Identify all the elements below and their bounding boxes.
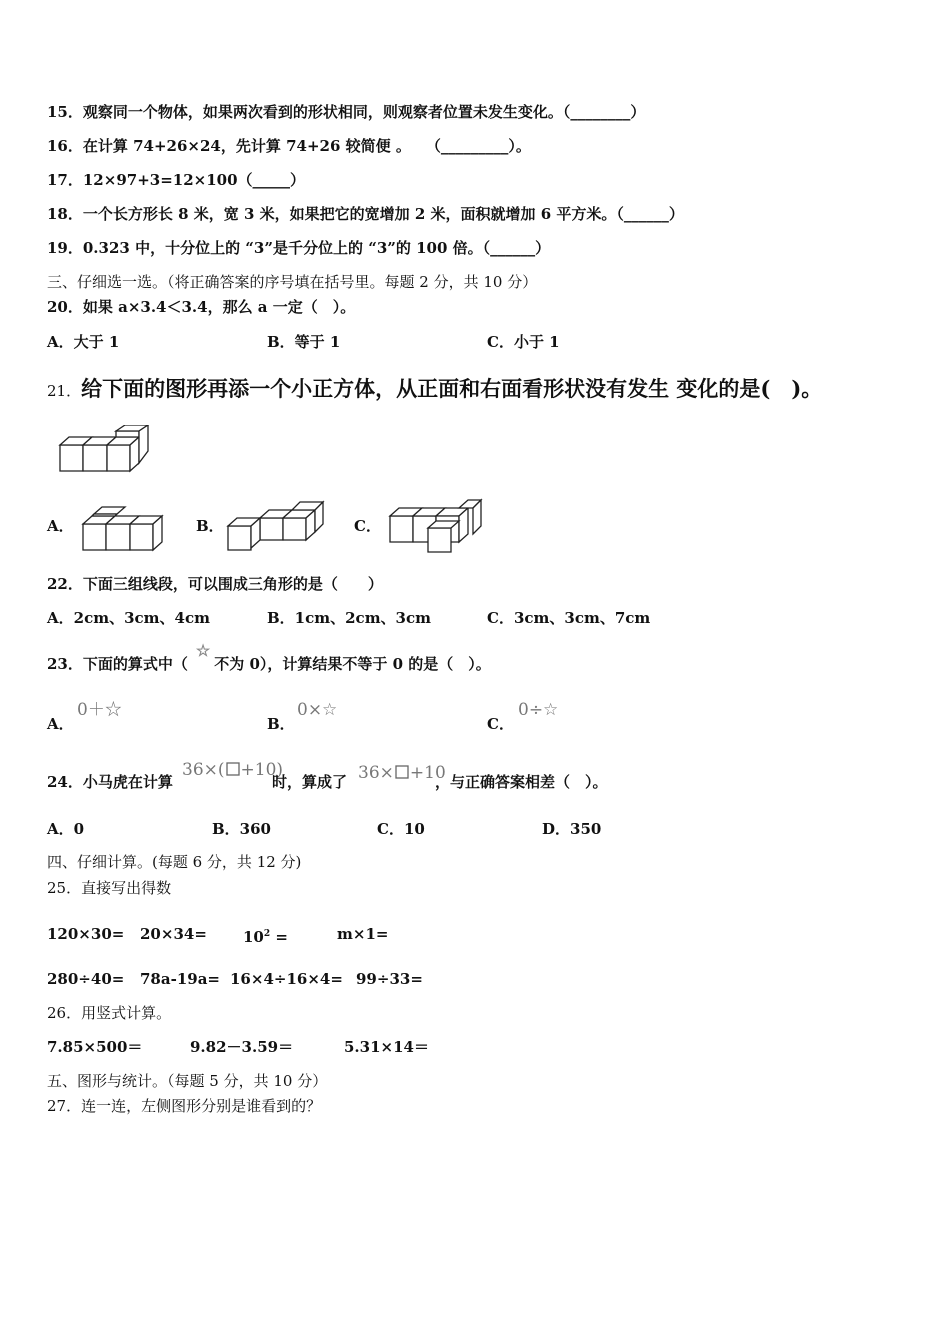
question-21-text: 给下面的图形再添一个小正方体，从正面和右面看形状没有发生 变化的是( )。 — [81, 376, 823, 401]
q21-option-a-figure — [78, 500, 178, 554]
q26-item-3: 5.31×14＝ — [344, 1038, 429, 1056]
question-22-stem: 22．下面三组线段，可以围成三角形的是（ ） — [47, 575, 383, 593]
question-19: 19．0.323 中，十分位上的 “3”是千分位上的 “3”的 100 倍。（______） — [47, 239, 551, 257]
q24-expr-2: 36× +10 — [358, 763, 446, 783]
q20-option-b: B．等于 1 — [267, 333, 341, 351]
q25-r1-item-4: m×1= — [337, 925, 389, 943]
q21-option-a: A． — [47, 517, 74, 535]
q24-option-b: B．360 — [212, 820, 271, 838]
q22-option-c: C．3cm、3cm、7cm — [487, 609, 651, 627]
question-27-stem: 27．连一连，左侧图形分别是谁看到的？ — [47, 1097, 322, 1115]
star-icon: ☆ — [195, 641, 211, 660]
q25-r1-item-1: 120×30= — [47, 925, 125, 943]
q23-expr-a: 0＋☆ — [77, 700, 122, 720]
q25-r2-item-3: 16×4÷16×4= — [230, 970, 343, 988]
q25-r2-item-4: 99÷33= — [356, 970, 423, 988]
q25-r2-item-2: 78a-19a= — [140, 970, 220, 988]
q23-option-a: A． — [47, 715, 74, 733]
question-23-stem — [47, 641, 491, 674]
q25-r2-item-1: 280÷40= — [47, 970, 125, 988]
question-21-stem — [47, 375, 822, 403]
square-box-icon — [394, 765, 410, 779]
question-21-number: 21． — [47, 382, 82, 400]
q21-option-b: B． — [196, 517, 224, 535]
question-15: 15．观察同一个物体，如果两次看到的形状相同，则观察者位置未发生变化。（________） — [47, 103, 646, 121]
q23-expr-b: 0×☆ — [297, 700, 338, 720]
question-24-pre: 24．小马虎在计算 — [47, 773, 173, 791]
question-25-stem: 25．直接写出得数 — [47, 879, 172, 897]
section-5-heading: 五、图形与统计。（每题 5 分，共 10 分） — [47, 1072, 328, 1090]
question-17: 17．12×97+3=12×100（_____） — [47, 171, 306, 189]
q21-option-b-figure — [224, 496, 334, 554]
q20-option-a: A．大于 1 — [47, 333, 120, 351]
q23-stem-post: 不为 0），计算结果不等于 0 的是（ ）。 — [214, 655, 491, 673]
q25-r1-item-2: 20×34= — [140, 925, 207, 943]
q24-option-c: C．10 — [377, 820, 425, 838]
q25-r1-item-3: $10^2$ = — [243, 928, 288, 946]
q24-expr-1: 36×( +10) — [182, 760, 284, 780]
q21-original-figure — [55, 425, 155, 475]
question-16: 16．在计算 74+26×24，先计算 74+26 较简便 。 （_________）。 — [47, 137, 531, 155]
q23-stem-pre: 23．下面的算式中（ — [47, 655, 188, 673]
question-20-stem: 20．如果 a×3.4＜3.4，那么 a 一定（ ）。 — [47, 298, 356, 316]
q23-option-b: B． — [267, 715, 295, 733]
q26-item-1: 7.85×500＝ — [47, 1038, 143, 1056]
q24-mid: 时，算成了 — [272, 773, 348, 791]
q20-option-c: C．小于 1 — [487, 333, 560, 351]
q24-post: ，与正确答案相差（ ）。 — [435, 773, 608, 791]
q23-expr-c: 0÷☆ — [518, 700, 559, 720]
q21-option-c-figure — [385, 496, 490, 556]
q24-option-a: A．0 — [47, 820, 85, 838]
q24-option-d: D．350 — [542, 820, 602, 838]
square-box-icon — [225, 762, 241, 776]
q26-item-2: 9.82－3.59＝ — [190, 1038, 294, 1056]
section-3-heading: 三、仔细选一选。（将正确答案的序号填在括号里。每题 2 分，共 10 分） — [47, 273, 538, 291]
section-4-heading: 四、仔细计算。(每题 6 分，共 12 分) — [47, 853, 302, 871]
q21-option-c: C． — [354, 517, 381, 535]
q22-option-b: B．1cm、2cm、3cm — [267, 609, 432, 627]
question-26-stem: 26．用竖式计算。 — [47, 1004, 172, 1022]
q22-option-a: A．2cm、3cm、4cm — [47, 609, 210, 627]
q23-option-c: C． — [487, 715, 514, 733]
question-18: 18．一个长方形长 8 米，宽 3 米，如果把它的宽增加 2 米，面积就增加 6 平方米。（______） — [47, 205, 684, 223]
